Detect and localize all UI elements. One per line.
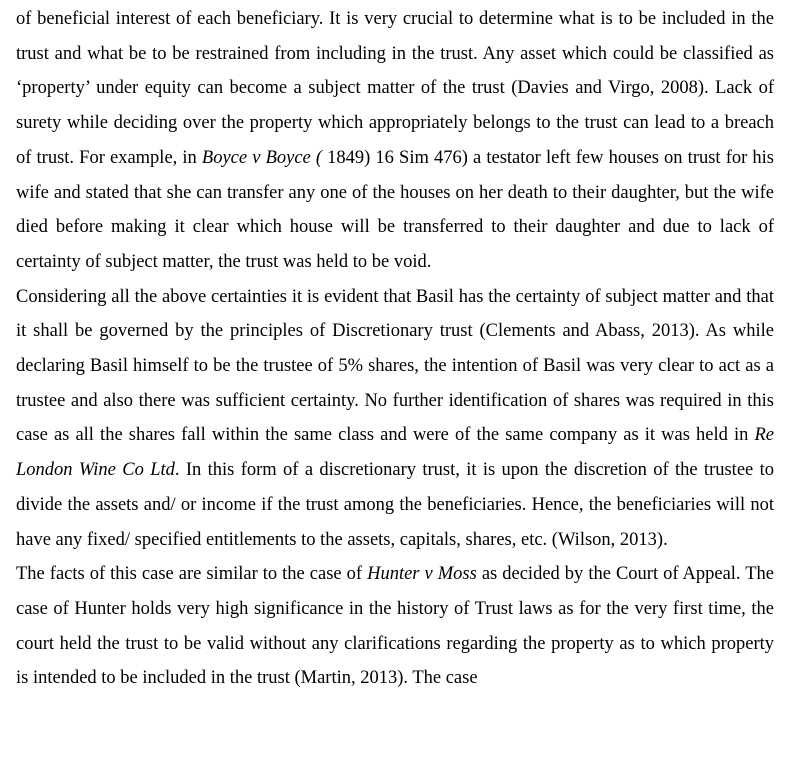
paragraph-text: The facts of this case are similar to the case of	[16, 564, 368, 585]
case-citation-hunter-moss: Hunter v Moss	[367, 564, 477, 585]
case-citation-boyce: Boyce v Boyce (	[201, 147, 323, 168]
case-citation-london-wine: Re London Wine Co Ltd	[16, 425, 774, 481]
paragraph-text: . In this form of a discretionary trust, it is upon the discretion of the trustee to divide the assets and/ or income if the trust among the beneficiaries. Hence, the beneficiaries will not have any fixed/ specified entitlements to the assets, capitals, shares, etc. (Wilson, 2013).	[16, 460, 774, 550]
paragraph-text: 1849) 16 Sim 476) a testator left few houses on trust for his wife and stated that she can transfer any one of the houses on her death to their daughter, but the wife died before making it clear which house will be transferred to their daughter and due to lack of certainty of subject matter, the trust was held to be void.	[16, 147, 774, 272]
paragraph-text: as decided by the Court of Appeal. The case of Hunter holds very high significance in the history of Trust laws as for the very first time, the court held the trust to be valid without any clarifications regarding the property as to which property is intended to be included in the trust (Martin, 2013). The case	[16, 564, 775, 689]
paragraph-boyce	[16, 2, 774, 280]
paragraph-discretionary-trust	[16, 280, 774, 558]
document-body	[16, 2, 774, 696]
paragraph-text: Considering all the above certainties it is evident that Basil has the certainty of subject matter and that it shall be governed by the principles of Discretionary trust (Clements and Abass, 2013). As while declaring Basil himself to be the trustee of 5% shares, the intention of Basil was very clear to act as a trustee and also there was sufficient certainty. No further identification of shares was required in this case as all the shares fall within the same class and were of the same company as it was held in	[16, 286, 774, 446]
paragraph-hunter-v-moss	[16, 557, 774, 696]
paragraph-text: of beneficial interest of each beneficiary. It is very crucial to determine what is to be included in the trust and what be to be restrained from including in the trust. Any asset which could be classified as ‘property’ under equity can become a subject matter of the trust (Davies and Virgo, 2008). Lack of surety while deciding over the property which appropriately belongs to the trust can lead to a breach of trust. For example, in	[16, 9, 774, 168]
